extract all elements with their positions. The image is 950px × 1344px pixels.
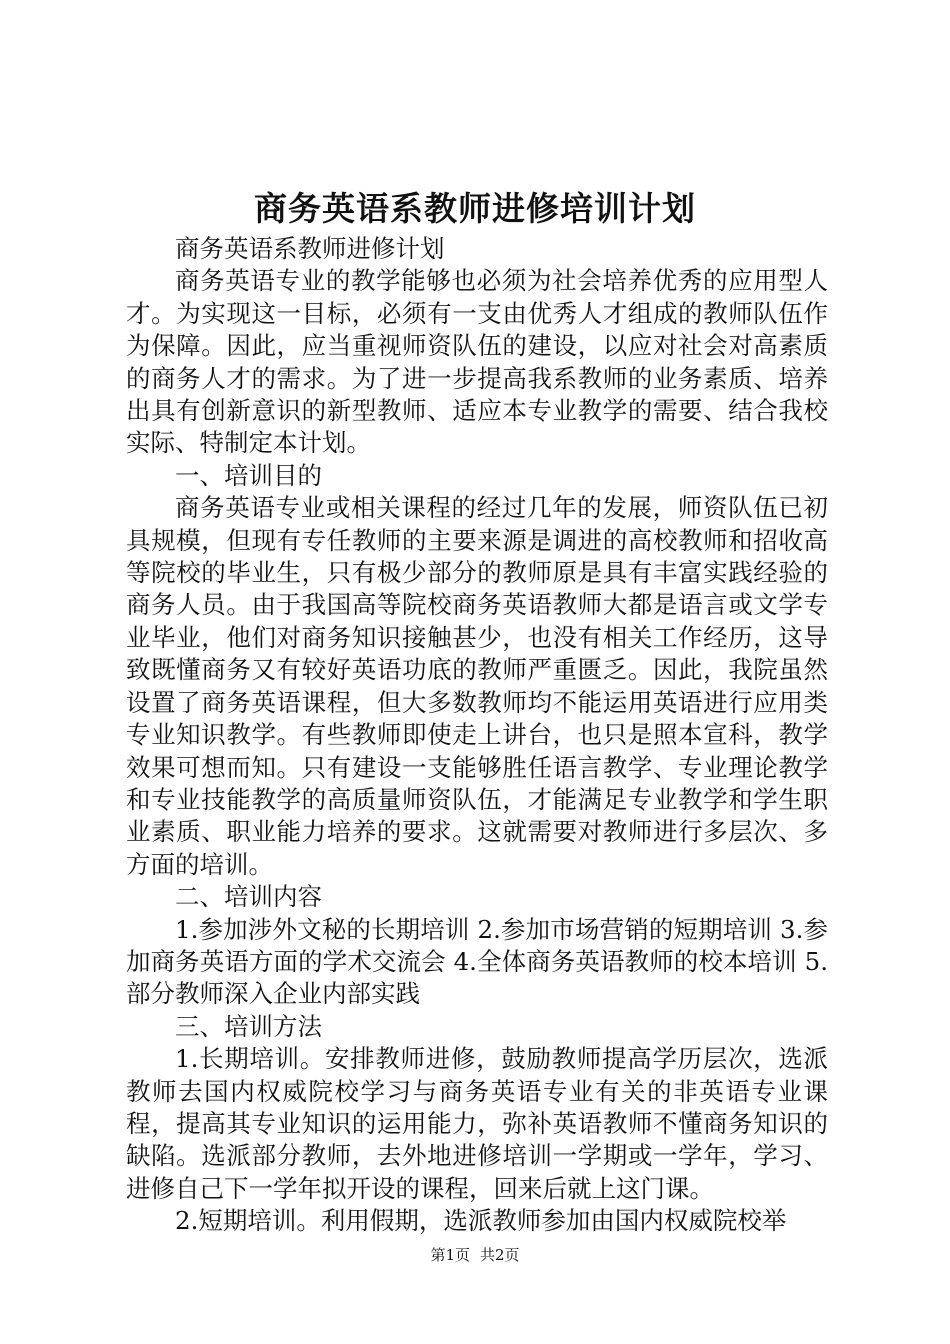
section-heading-method: 三、培训方法	[175, 1011, 322, 1041]
paragraph-intro: 商务英语专业的教学能够也必须为社会培养优秀的应用型人才。为实现这一目标，必须有一支由优秀人才组成的教师队伍作为保障。因此，应当重视师资队伍的建设，以应对社会对高素质的商务人才的需求。为了进一步提高我系教师的业务素质、培养出具有创新意识的新型教师、适应本专业教学的需要、结合我校实际、特制定本计划。	[126, 266, 828, 458]
document-title: 商务英语系教师进修培训计划	[254, 189, 696, 228]
document-body	[126, 233, 828, 1238]
paragraph-subtitle: 商务英语系教师进修计划	[175, 234, 445, 263]
section-heading-content: 二、培训内容	[175, 882, 322, 912]
section-heading-purpose: 一、培训目的	[175, 460, 322, 490]
page-total: 共2页	[480, 1246, 520, 1264]
page-number: 第1页	[430, 1246, 470, 1264]
paragraph-method-long-term: 1.长期培训。安排教师进修，鼓励教师提高学历层次，选派教师去国内权威院校学习与商务英语专业有关的非英语专业课程，提高其专业知识的运用能力，弥补英语教师不懂商务知识的缺陷。选派部分教师，去外地进修培训一学期或一学年，学习、进修自己下一学年拟开设的课程，回来后就上这门课。	[126, 1044, 828, 1203]
page-footer	[0, 1244, 950, 1266]
paragraph-purpose: 商务英语专业或相关课程的经过几年的发展，师资队伍已初具规模，但现有专任教师的主要来源是调进的高校教师和招收高等院校的毕业生，只有极少部分的教师原是具有丰富实践经验的商务人员。由于我国高等院校商务英语教师大都是语言或文学专业毕业，他们对商务知识接触甚少，也没有相关工作经历，这导致既懂商务又有较好英语功底的教师严重匮乏。因此，我院虽然设置了商务英语课程，但大多数教师均不能运用英语进行应用类专业知识教学。有些教师即使走上讲台，也只是照本宣科，教学效果可想而知。只有建设一支能够胜任语言教学、专业理论教学和专业技能教学的高质量师资队伍，才能满足专业教学和学生职业素质、职业能力培养的要求。这就需要对教师进行多层次、多方面的培训。	[126, 493, 828, 879]
paragraph-content: 1.参加涉外文秘的长期培训 2.参加市场营销的短期培训 3.参加商务英语方面的学术交流会 4.全体商务英语教师的校本培训 5.部分教师深入企业内部实践	[126, 914, 828, 1009]
paragraph-method-short-term: 2.短期培训。利用假期，选派教师参加由国内权威院校举	[175, 1206, 787, 1236]
